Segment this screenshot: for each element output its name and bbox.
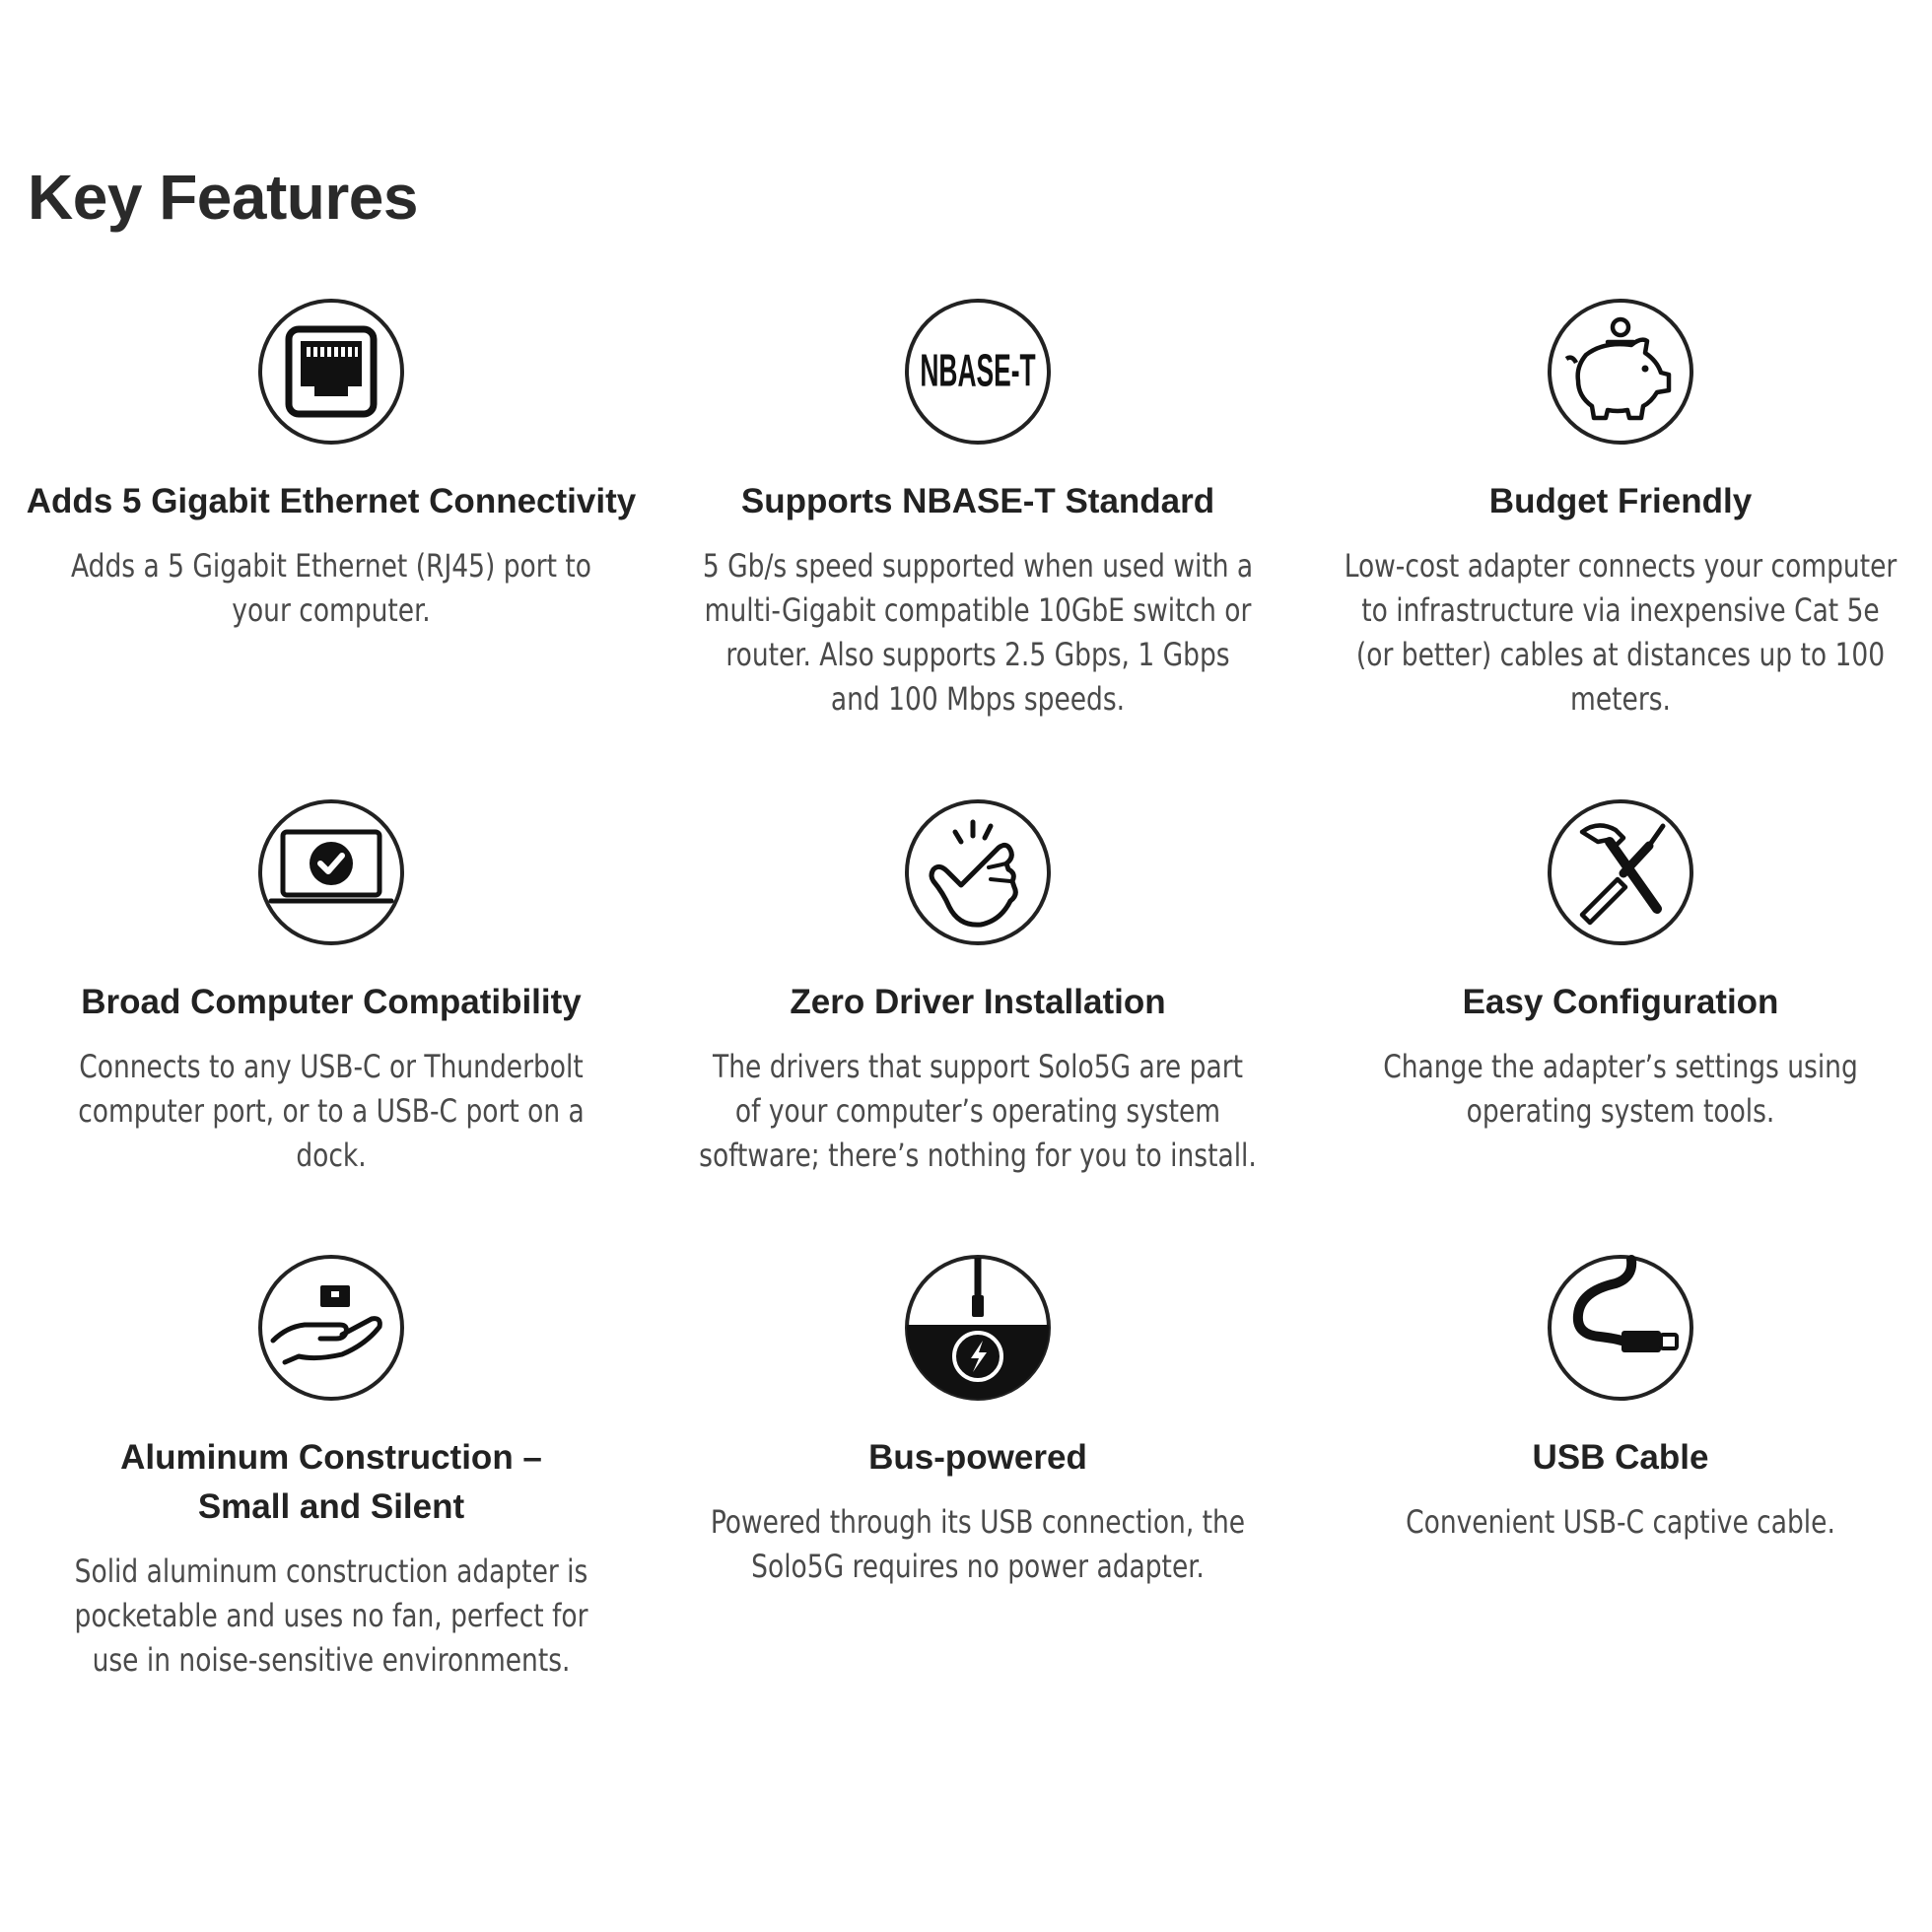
feature-title: Supports NBASE-T Standard	[740, 482, 1215, 520]
feature-title: Zero Driver Installation	[790, 983, 1166, 1021]
usb-cable-icon	[1547, 1254, 1694, 1402]
finger-snap-icon	[904, 798, 1052, 946]
bus-power-icon	[904, 1254, 1052, 1402]
ethernet-port-icon	[257, 298, 405, 446]
feature-title: Aluminum Construction – Small and Silent	[120, 1438, 542, 1526]
hand-holding-icon	[257, 1254, 405, 1402]
feature-title: USB Cable	[1532, 1438, 1709, 1477]
feature-description: Powered through its USB connection, the Solo5G requires no power adapter.	[710, 1503, 1246, 1585]
feature-usb-cable	[1297, 1254, 1932, 1545]
page-title: Key Features	[28, 162, 418, 233]
tools-icon	[1547, 798, 1694, 946]
feature-description: Adds a 5 Gigabit Ethernet (RJ45) port to your computer.	[71, 547, 591, 629]
nbase-t-icon	[904, 298, 1052, 446]
feature-title: Budget Friendly	[1488, 482, 1753, 520]
nbase-t-icon-text: NBASE-T	[920, 344, 1036, 396]
feature-description: The drivers that support Solo5G are part of your computer’s operating system software; there’s nothing for you to install.	[699, 1048, 1257, 1174]
laptop-check-icon	[257, 798, 405, 946]
feature-budget	[1297, 298, 1932, 722]
feature-zero-driver	[655, 798, 1301, 1178]
feature-description: Solid aluminum construction adapter is pocketable and uses no fan, perfect for use in noise-sensitive environments.	[74, 1552, 588, 1679]
feature-description: Connects to any USB-C or Thunderbolt computer port, or to a USB-C port on a dock.	[78, 1048, 585, 1174]
feature-description: 5 Gb/s speed supported when used with a multi-Gigabit compatible 10GbE switch or router. Also supports 2.5 Gbps, 1 Gbps and 100 Mbps speeds.	[702, 547, 1254, 718]
feature-compatibility	[8, 798, 655, 1178]
feature-description: Change the adapter’s settings using operating system tools.	[1383, 1048, 1858, 1130]
feature-title: Adds 5 Gigabit Ethernet Connectivity	[26, 482, 637, 520]
feature-ethernet	[8, 298, 655, 633]
feature-title: Easy Configuration	[1462, 983, 1779, 1021]
feature-aluminum	[8, 1254, 655, 1683]
feature-title: Broad Computer Compatibility	[81, 983, 582, 1021]
feature-description: Low-cost adapter connects your computer to infrastructure via inexpensive Cat 5e (or better) cables at distances up to 100 meters.	[1344, 547, 1898, 718]
feature-description: Convenient USB-C captive cable.	[1406, 1503, 1835, 1541]
piggy-bank-icon	[1547, 298, 1694, 446]
feature-title: Bus-powered	[868, 1438, 1087, 1477]
feature-configuration	[1297, 798, 1932, 1134]
feature-nbase-t	[655, 298, 1301, 722]
feature-bus-powered	[655, 1254, 1301, 1589]
